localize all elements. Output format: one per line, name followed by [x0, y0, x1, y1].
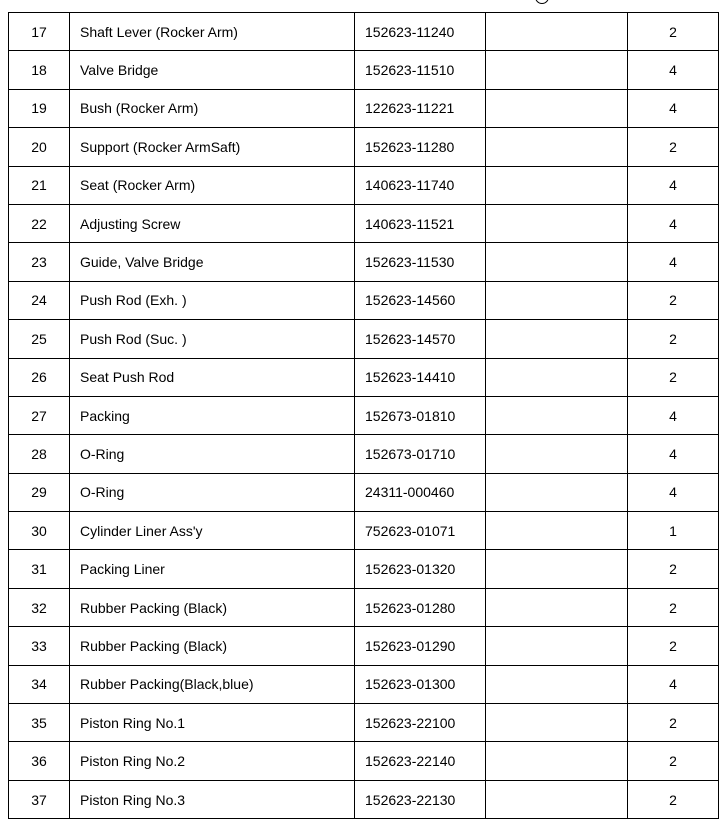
table-row [9, 204, 719, 242]
table-row [9, 166, 719, 204]
quantity-cell: 2 [628, 358, 719, 396]
table-row [9, 780, 719, 818]
part-number-cell: 152623-22100 [355, 704, 486, 742]
item-number-cell: 29 [9, 473, 70, 511]
part-name-cell: Bush (Rocker Arm) [70, 89, 355, 127]
part-name-cell: Piston Ring No.1 [70, 704, 355, 742]
part-number-cell: 152623-14570 [355, 320, 486, 358]
part-name-cell: O-Ring [70, 473, 355, 511]
part-number-cell: 152623-11240 [355, 13, 486, 51]
remark-cell [486, 550, 628, 588]
part-name-cell: Piston Ring No.2 [70, 742, 355, 780]
part-name-cell: Rubber Packing (Black) [70, 627, 355, 665]
item-number-cell: 24 [9, 281, 70, 319]
part-name-cell: Rubber Packing (Black) [70, 588, 355, 626]
quantity-cell: 4 [628, 166, 719, 204]
part-number-cell: 152623-11530 [355, 243, 486, 281]
table-row [9, 128, 719, 166]
table-row [9, 550, 719, 588]
remark-cell [486, 128, 628, 166]
remark-cell [486, 588, 628, 626]
part-name-cell: Cylinder Liner Ass'y [70, 512, 355, 550]
item-number-cell: 33 [9, 627, 70, 665]
table-row [9, 588, 719, 626]
quantity-cell: 4 [628, 89, 719, 127]
table-row [9, 13, 719, 51]
quantity-cell: 4 [628, 396, 719, 434]
part-number-cell: 152623-01280 [355, 588, 486, 626]
quantity-cell: 2 [628, 742, 719, 780]
table-row [9, 435, 719, 473]
item-number-cell: 36 [9, 742, 70, 780]
part-number-cell: 152673-01710 [355, 435, 486, 473]
part-name-cell: Guide, Valve Bridge [70, 243, 355, 281]
part-number-cell: 152623-14560 [355, 281, 486, 319]
part-number-cell: 140623-11740 [355, 166, 486, 204]
part-name-cell: Piston Ring No.3 [70, 780, 355, 818]
quantity-cell: 1 [628, 512, 719, 550]
quantity-cell: 2 [628, 550, 719, 588]
quantity-cell: 4 [628, 204, 719, 242]
remark-cell [486, 13, 628, 51]
table-row [9, 51, 719, 89]
remark-cell [486, 320, 628, 358]
remark-cell [486, 166, 628, 204]
table-row [9, 396, 719, 434]
item-number-cell: 21 [9, 166, 70, 204]
table-row [9, 89, 719, 127]
item-number-cell: 20 [9, 128, 70, 166]
part-name-cell: O-Ring [70, 435, 355, 473]
table-row [9, 704, 719, 742]
quantity-cell: 4 [628, 51, 719, 89]
table-row [9, 358, 719, 396]
part-number-cell: 24311-000460 [355, 473, 486, 511]
quantity-cell: 2 [628, 13, 719, 51]
quantity-cell: 4 [628, 665, 719, 703]
part-number-cell: 152623-01320 [355, 550, 486, 588]
remark-cell [486, 243, 628, 281]
item-number-cell: 28 [9, 435, 70, 473]
quantity-cell: 2 [628, 780, 719, 818]
remark-cell [486, 396, 628, 434]
part-number-cell: 152623-01290 [355, 627, 486, 665]
cropped-glyph-fragment [535, 0, 549, 4]
part-number-cell: 152673-01810 [355, 396, 486, 434]
part-name-cell: Valve Bridge [70, 51, 355, 89]
quantity-cell: 2 [628, 588, 719, 626]
quantity-cell: 2 [628, 627, 719, 665]
part-name-cell: Packing [70, 396, 355, 434]
remark-cell [486, 742, 628, 780]
item-number-cell: 31 [9, 550, 70, 588]
remark-cell [486, 780, 628, 818]
part-name-cell: Seat (Rocker Arm) [70, 166, 355, 204]
remark-cell [486, 358, 628, 396]
table-row [9, 243, 719, 281]
quantity-cell: 4 [628, 243, 719, 281]
part-number-cell: 152623-01300 [355, 665, 486, 703]
item-number-cell: 18 [9, 51, 70, 89]
table-row [9, 473, 719, 511]
quantity-cell: 4 [628, 473, 719, 511]
part-number-cell: 152623-22130 [355, 780, 486, 818]
quantity-cell: 2 [628, 281, 719, 319]
table-row [9, 281, 719, 319]
quantity-cell: 2 [628, 128, 719, 166]
parts-table-body [9, 13, 719, 819]
remark-cell [486, 89, 628, 127]
remark-cell [486, 665, 628, 703]
part-number-cell: 752623-01071 [355, 512, 486, 550]
remark-cell [486, 435, 628, 473]
part-name-cell: Push Rod (Exh. ) [70, 281, 355, 319]
part-number-cell: 152623-11510 [355, 51, 486, 89]
remark-cell [486, 51, 628, 89]
remark-cell [486, 281, 628, 319]
part-number-cell: 140623-11521 [355, 204, 486, 242]
table-row [9, 742, 719, 780]
part-name-cell: Adjusting Screw [70, 204, 355, 242]
remark-cell [486, 204, 628, 242]
remark-cell [486, 512, 628, 550]
item-number-cell: 30 [9, 512, 70, 550]
item-number-cell: 37 [9, 780, 70, 818]
part-name-cell: Rubber Packing(Black,blue) [70, 665, 355, 703]
item-number-cell: 23 [9, 243, 70, 281]
parts-table [8, 12, 719, 819]
remark-cell [486, 704, 628, 742]
item-number-cell: 32 [9, 588, 70, 626]
item-number-cell: 27 [9, 396, 70, 434]
remark-cell [486, 627, 628, 665]
item-number-cell: 25 [9, 320, 70, 358]
part-number-cell: 152623-14410 [355, 358, 486, 396]
item-number-cell: 34 [9, 665, 70, 703]
table-row [9, 665, 719, 703]
item-number-cell: 19 [9, 89, 70, 127]
part-number-cell: 152623-22140 [355, 742, 486, 780]
part-name-cell: Push Rod (Suc. ) [70, 320, 355, 358]
part-number-cell: 152623-11280 [355, 128, 486, 166]
item-number-cell: 35 [9, 704, 70, 742]
item-number-cell: 22 [9, 204, 70, 242]
table-row [9, 627, 719, 665]
quantity-cell: 4 [628, 435, 719, 473]
part-number-cell: 122623-11221 [355, 89, 486, 127]
remark-cell [486, 473, 628, 511]
quantity-cell: 2 [628, 704, 719, 742]
part-name-cell: Support (Rocker ArmSaft) [70, 128, 355, 166]
part-name-cell: Packing Liner [70, 550, 355, 588]
quantity-cell: 2 [628, 320, 719, 358]
table-row [9, 512, 719, 550]
table-row [9, 320, 719, 358]
item-number-cell: 17 [9, 13, 70, 51]
part-name-cell: Shaft Lever (Rocker Arm) [70, 13, 355, 51]
part-name-cell: Seat Push Rod [70, 358, 355, 396]
item-number-cell: 26 [9, 358, 70, 396]
